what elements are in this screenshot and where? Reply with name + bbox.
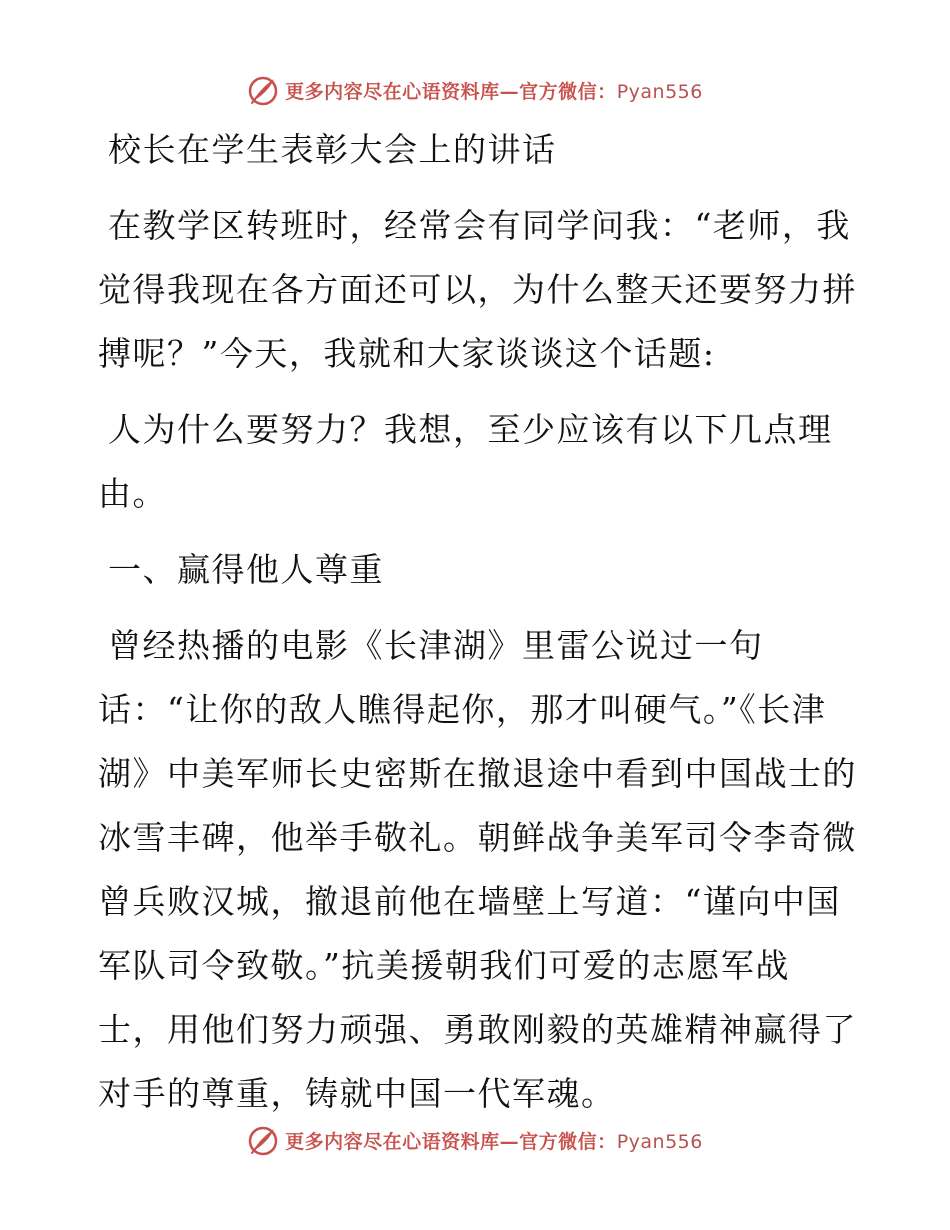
watermark-separator: —: [499, 1130, 520, 1153]
document-title: 校长在学生表彰大会上的讲话: [108, 130, 557, 169]
section-heading: 一、赢得他人尊重: [108, 550, 384, 589]
watermark-inner-bottom: [247, 1124, 703, 1156]
header-watermark: [0, 70, 950, 110]
watermark-text-bottom: [285, 1127, 703, 1154]
paragraph-intro: 在教学区转班时，经常会有同学问我：“老师，我觉得我现在各方面还可以，为什么整天还要努力拼搏呢？”今天，我就和大家谈谈这个话题:: [98, 206, 857, 373]
quill-pen-logo-icon: [247, 1124, 279, 1156]
watermark-separator: —: [499, 80, 520, 103]
watermark-brand: 更多内容尽在心语资料库: [285, 80, 500, 103]
watermark-contact-label: 官方微信：: [519, 1130, 617, 1153]
watermark-brand: 更多内容尽在心语资料库: [285, 1130, 500, 1153]
watermark-text: [285, 77, 703, 104]
watermark-contact-id: Pyan556: [616, 1130, 703, 1153]
watermark-inner: [247, 74, 703, 106]
watermark-contact-id: Pyan556: [616, 80, 703, 103]
document-body: [98, 118, 858, 1126]
paragraph-story: 曾经热播的电影《长津湖》里雷公说过一句话：“让你的敌人瞧得起你，那才叫硬气。”《长津湖》中美军师长史密斯在撤退途中看到中国战士的冰雪丰碑，他举手敬礼。朝鲜战争美军司令李奇微曾兵败汉城，撤退前他在墙壁上写道：“谨向中国军队司令致敬。”抗美援朝我们可爱的志愿军战士，用他们努力顽强、勇敢刚毅的英雄精神赢得了对手的尊重，铸就中国一代军魂。: [98, 626, 857, 1113]
paragraph-question: 人为什么要努力？我想，至少应该有以下几点理由。: [98, 410, 833, 513]
quill-pen-logo-icon: [247, 74, 279, 106]
footer-watermark: [0, 1120, 950, 1160]
watermark-contact-label: 官方微信：: [519, 80, 617, 103]
